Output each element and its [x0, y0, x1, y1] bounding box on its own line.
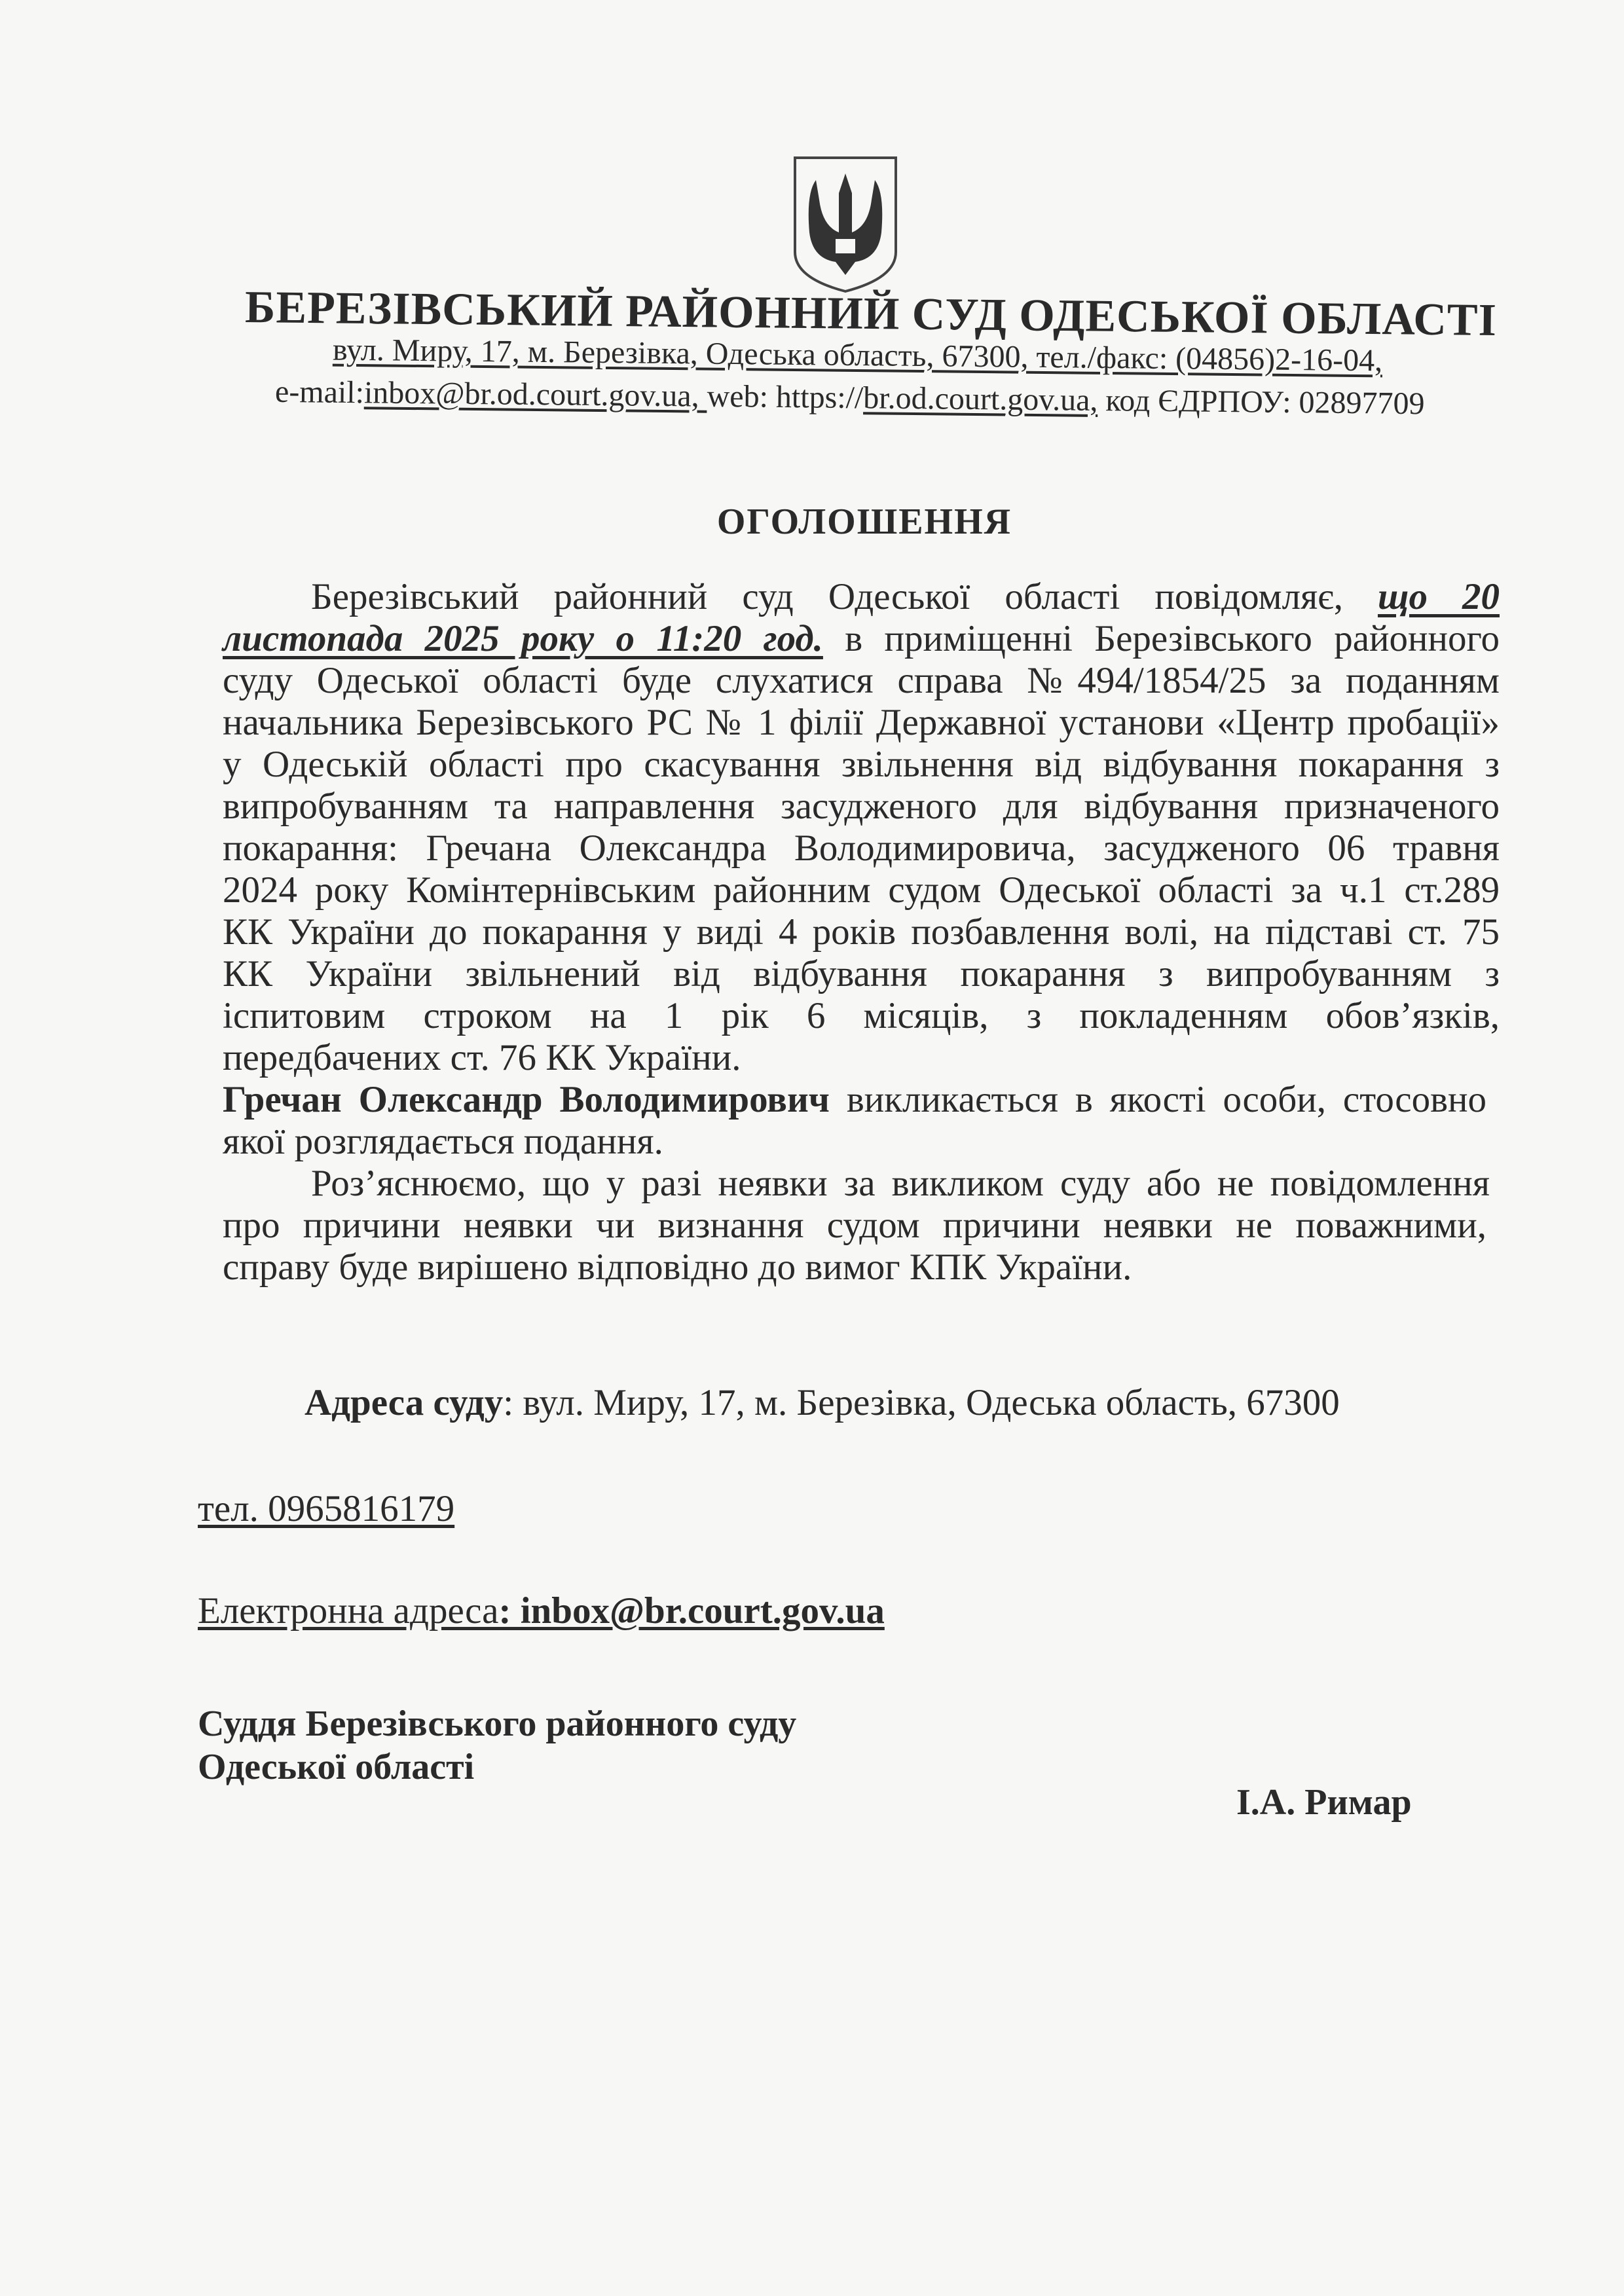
- text-line: передбачених ст. 76 КК України.: [223, 1037, 741, 1078]
- text-line: випробуванням та направлення засудженого для відбування призначеного: [223, 786, 1500, 827]
- web-label: web: https://: [707, 378, 864, 416]
- contact-email-label: Електронна адреса: [198, 1590, 499, 1631]
- judge-name: І.А. Римар: [1236, 1782, 1412, 1823]
- text-line: [223, 618, 1500, 660]
- court-address-line: вул. Миру, 17, м. Березівка, Одеська область, 67300, тел./факс: (04856)2-16-04,: [332, 332, 1383, 378]
- court-web-link[interactable]: br.od.court.gov.ua,: [863, 380, 1098, 418]
- text-line: суду Одеської області буде слухатися справа №494/1854/25 за поданням: [223, 660, 1500, 701]
- text-line: справу буде вирішено відповідно до вимог КПК України.: [223, 1247, 1132, 1288]
- court-address-value: : вул. Миру, 17, м. Березівка, Одеська область, 67300: [503, 1382, 1340, 1423]
- text-line: якої розглядається подання.: [223, 1121, 663, 1162]
- contact-phone: тел. 0965816179: [198, 1488, 455, 1529]
- judge-position-line: Одеської області: [198, 1747, 475, 1787]
- email-label: e-mail:: [274, 374, 365, 410]
- court-contacts-line: [275, 374, 1425, 422]
- court-address-label: Адреса суду: [304, 1382, 504, 1423]
- text-line: про причини неявки чи визнання судом причини неявки не поважними,: [223, 1205, 1486, 1246]
- text-line: [223, 576, 1500, 618]
- coat-of-arms-icon: [790, 154, 901, 295]
- text-line: іспитовим строком на 1 рік 6 місяців, з покладенням обов’язків,: [223, 995, 1500, 1036]
- court-email-link[interactable]: inbox@br.od.court.gov.ua,: [363, 375, 707, 414]
- text-line: Роз’яснюємо, що у разі неявки за викликом суду або не повідомлення: [311, 1163, 1490, 1204]
- text-line: покарання: Гречана Олександра Володимировича, засудженого 06 травня: [223, 828, 1500, 869]
- text-line: 2024 року Комінтернівським районним судом Одеської області за ч.1 ст.289: [223, 869, 1500, 911]
- text: в приміщенні Березівського районного: [822, 618, 1500, 659]
- announcement-heading: ОГОЛОШЕННЯ: [716, 501, 1012, 542]
- text-line: у Одеській області про скасування звільнення від відбування покарання з: [223, 744, 1500, 785]
- judge-position-line: Суддя Березівського районного суду: [198, 1704, 797, 1744]
- edrpou-code: код ЄДРПОУ: 02897709: [1098, 382, 1425, 422]
- summoned-person-name: Гречан Олександр Володимирович: [223, 1079, 830, 1120]
- hearing-date-emphasis: листопада 2025 року о 11:20 год.: [223, 618, 823, 659]
- announcement-paragraph-1: [223, 576, 1500, 1288]
- text-line: [223, 1079, 1486, 1121]
- hearing-date-emphasis: що 20: [1377, 576, 1500, 617]
- judge-position: [198, 1702, 796, 1789]
- text-line: КК України звільнений від відбування покарання з випробуванням з: [223, 953, 1500, 994]
- text: Березівський районний суд Одеської області повідомляє,: [311, 576, 1378, 617]
- text-line: КК України до покарання у виді 4 років позбавлення волі, на підставі ст. 75: [223, 911, 1500, 953]
- text: викликається в якості особи, стосовно: [829, 1079, 1486, 1120]
- text-line: начальника Березівського РС № 1 філії Державної установи «Центр пробації»: [223, 702, 1500, 743]
- contact-email-link[interactable]: : inbox@br.court.gov.ua: [498, 1590, 885, 1631]
- court-name: БЕРЕЗІВСЬКИЙ РАЙОННИЙ СУД ОДЕСЬКОЇ ОБЛАСТІ: [244, 282, 1498, 346]
- contact-email: [198, 1590, 885, 1632]
- court-address: [304, 1381, 1340, 1424]
